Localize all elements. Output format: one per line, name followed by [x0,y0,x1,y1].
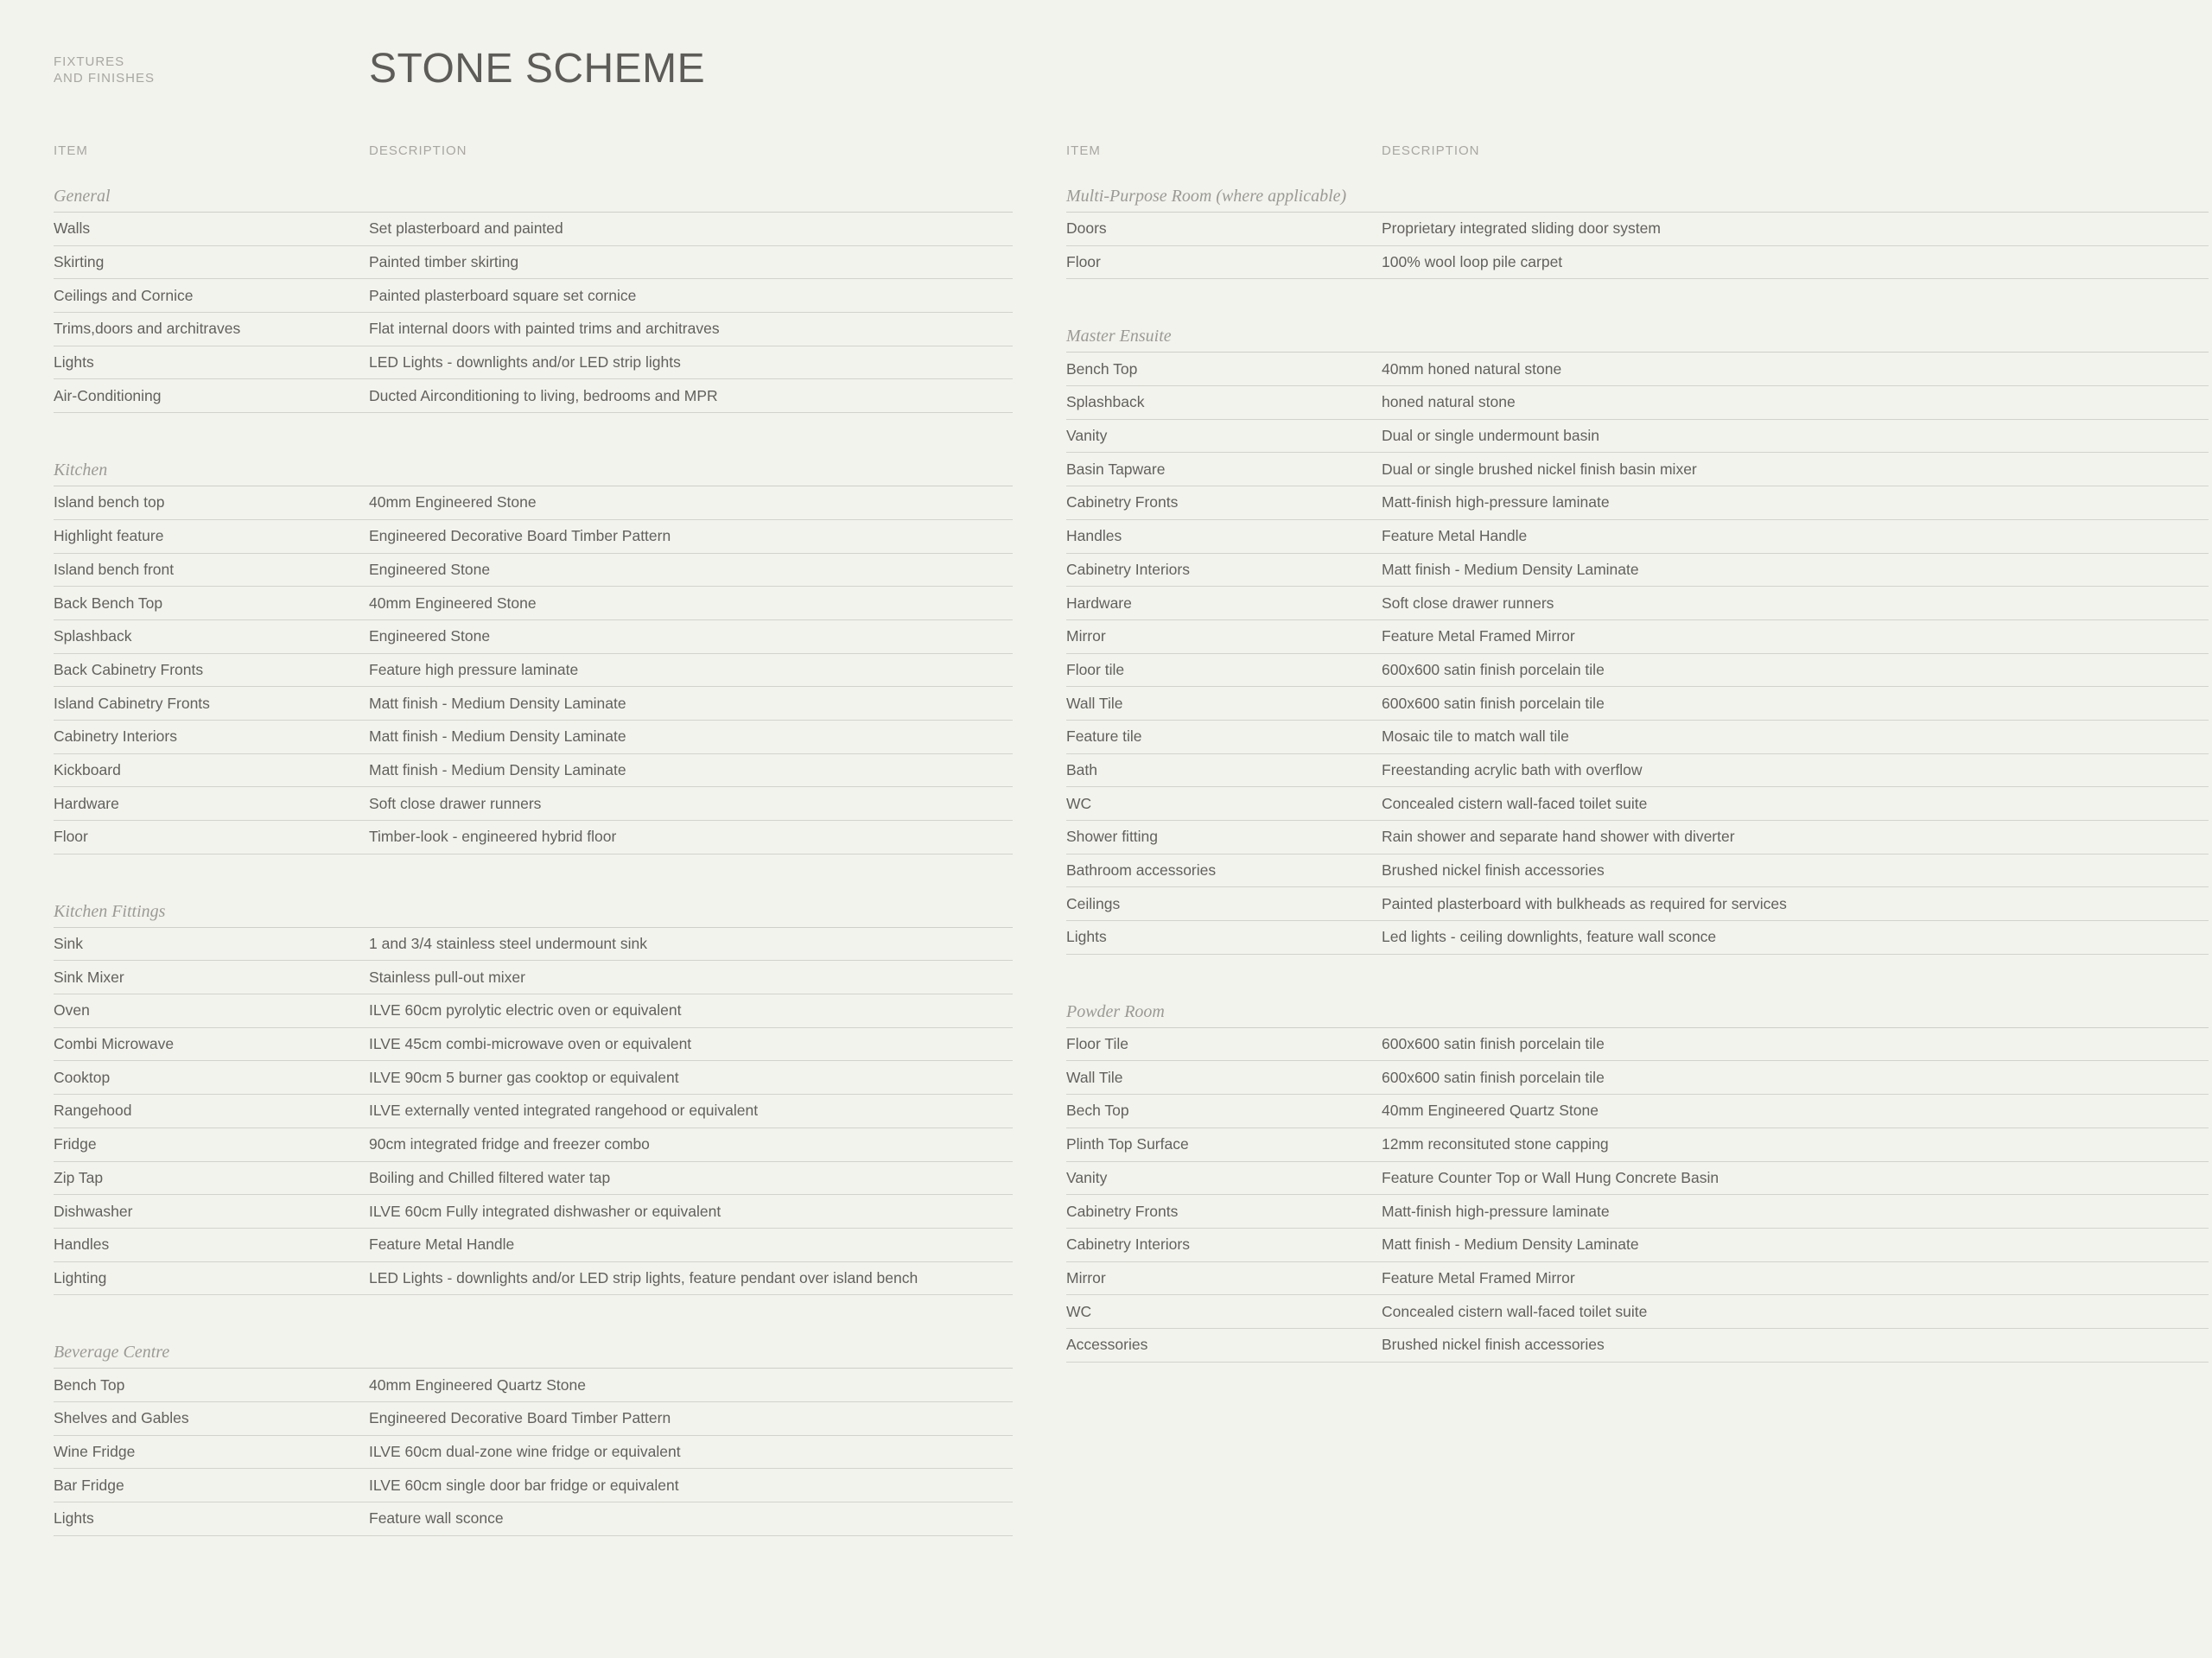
table-row [1066,1229,2209,1262]
document-label-line1: FIXTURES [54,54,125,69]
item-cell: Bench Top [54,1375,125,1394]
right-sections [1066,184,2209,1363]
description-cell: ILVE externally vented integrated rangehood or equivalent [369,1102,759,1120]
description-cell: LED Lights - downlights and/or LED strip lights, feature pendant over island bench [369,1268,918,1286]
description-cell: 1 and 3/4 stainless steel undermount sink [369,935,647,953]
item-cell: Lighting [54,1268,107,1286]
description-cell: 100% wool loop pile carpet [1382,253,1563,271]
table-row [54,787,1013,821]
table-row [1066,620,2209,654]
item-cell: Basin Tapware [1066,460,1166,478]
description-cell: Feature Metal Handle [1382,527,1528,545]
description-cell: Feature Metal Framed Mirror [1382,627,1575,645]
table-row [54,1195,1013,1229]
description-cell: Feature Metal Handle [369,1236,515,1254]
item-cell: WC [1066,1302,1092,1320]
item-cell: Hardware [1066,594,1132,612]
description-cell: ILVE 60cm single door bar fridge or equivalent [369,1476,679,1494]
item-cell: Floor tile [1066,660,1125,678]
table-row [54,620,1013,654]
table-row [54,1502,1013,1536]
table-row [54,1402,1013,1436]
description-cell: Feature high pressure laminate [369,660,579,678]
description-cell: Soft close drawer runners [1382,594,1554,612]
table-row [54,1262,1013,1296]
description-cell: 600x600 satin finish porcelain tile [1382,694,1605,712]
section-title: Beverage Centre [54,1340,1013,1369]
table-row [1066,687,2209,721]
description-cell: Boiling and Chilled filtered water tap [369,1168,611,1186]
item-cell: Bech Top [1066,1102,1129,1120]
description-cell: Engineered Decorative Board Timber Pattern [369,1409,671,1427]
item-cell: Back Bench Top [54,594,163,612]
item-cell: Handles [54,1236,110,1254]
description-cell: Matt finish - Medium Density Laminate [369,727,626,746]
table-row [1066,854,2209,888]
table-row [54,587,1013,620]
item-column-header: ITEM [1066,143,1101,158]
item-cell: Trims,doors and architraves [54,320,241,338]
description-cell: ILVE 45cm combi-microwave oven or equivalent [369,1035,692,1053]
right-column-header [1066,143,2209,162]
table-row [54,1095,1013,1128]
table-row [1066,787,2209,821]
table-row [54,213,1013,246]
item-cell: Bathroom accessories [1066,861,1217,880]
table-row [1066,887,2209,921]
table-row [54,1028,1013,1062]
description-cell: 40mm honed natural stone [1382,359,1562,378]
description-cell: Painted plasterboard with bulkheads as required for services [1382,894,1787,912]
table-row [54,1229,1013,1262]
table-row [1066,587,2209,620]
item-cell: Wine Fridge [54,1442,136,1460]
section-title: Powder Room [1066,1000,2209,1028]
table-row [54,821,1013,854]
description-cell: Engineered Decorative Board Timber Pattern [369,527,671,545]
table-row [1066,213,2209,246]
item-cell: Island bench top [54,493,165,511]
table-row [1066,554,2209,588]
spec-section [1066,1000,2209,1363]
description-cell: Set plasterboard and painted [369,219,563,238]
description-cell: Brushed nickel finish accessories [1382,861,1605,880]
item-cell: Walls [54,219,91,238]
table-row [1066,921,2209,955]
table-row [1066,246,2209,280]
description-cell: LED Lights - downlights and/or LED strip lights [369,353,681,372]
table-row [1066,1329,2209,1363]
spec-section [54,184,1013,413]
table-row [54,928,1013,962]
spec-section [1066,184,2209,279]
description-cell: Painted timber skirting [369,253,519,271]
item-cell: Back Cabinetry Fronts [54,660,204,678]
description-cell: Feature wall sconce [369,1509,504,1528]
table-row [54,994,1013,1028]
description-cell: honed natural stone [1382,393,1516,411]
description-cell: Feature Counter Top or Wall Hung Concrete Basin [1382,1168,1719,1186]
table-row [1066,1195,2209,1229]
description-cell: Engineered Stone [369,627,491,645]
table-row [54,554,1013,588]
table-row [54,961,1013,994]
description-cell: Matt-finish high-pressure laminate [1382,493,1610,511]
left-sections [54,184,1013,1536]
item-cell: Shower fitting [1066,828,1159,846]
document-label [54,54,155,86]
item-cell: WC [1066,794,1092,812]
item-cell: Cabinetry Fronts [1066,1202,1179,1220]
item-cell: Cabinetry Interiors [1066,1236,1190,1254]
table-row [1066,1262,2209,1296]
description-cell: Ducted Airconditioning to living, bedrooms and MPR [369,386,718,404]
item-cell: Rangehood [54,1102,132,1120]
description-cell: Soft close drawer runners [369,794,542,812]
item-cell: Bench Top [1066,359,1138,378]
item-cell: Mirror [1066,627,1106,645]
table-row [54,687,1013,721]
table-row [54,1469,1013,1502]
table-row [1066,654,2209,688]
item-cell: Zip Tap [54,1168,104,1186]
item-cell: Cabinetry Interiors [1066,560,1190,578]
description-cell: Matt finish - Medium Density Laminate [369,760,626,778]
item-cell: Cooktop [54,1068,111,1086]
item-cell: Floor [54,828,88,846]
table-row [1066,821,2209,854]
section-title: General [54,184,1013,213]
description-cell: Feature Metal Framed Mirror [1382,1268,1575,1286]
item-cell: Sink [54,935,84,953]
description-cell: Timber-look - engineered hybrid floor [369,828,617,846]
spec-section [54,1340,1013,1535]
item-cell: Splashback [1066,393,1145,411]
description-cell: 90cm integrated fridge and freezer combo [369,1135,650,1153]
table-row [54,346,1013,380]
item-cell: Cabinetry Interiors [54,727,177,746]
table-row [54,1436,1013,1470]
description-cell: Stainless pull-out mixer [369,968,525,986]
table-row [54,313,1013,346]
description-cell: 40mm Engineered Quartz Stone [1382,1102,1599,1120]
item-cell: Shelves and Gables [54,1409,189,1427]
spec-section [54,899,1013,1296]
item-column-header: ITEM [54,143,88,158]
item-cell: Cabinetry Fronts [1066,493,1179,511]
item-cell: Sink Mixer [54,968,124,986]
left-column-header [54,143,1013,162]
spec-section [1066,324,2209,954]
description-cell: ILVE 60cm pyrolytic electric oven or equivalent [369,1001,682,1020]
section-title: Multi-Purpose Room (where applicable) [1066,184,2209,213]
item-cell: Ceilings and Cornice [54,286,194,304]
table-row [1066,1128,2209,1162]
table-row [54,520,1013,554]
item-cell: Wall Tile [1066,694,1123,712]
item-cell: Doors [1066,219,1107,238]
description-cell: Brushed nickel finish accessories [1382,1336,1605,1354]
table-row [1066,1295,2209,1329]
item-cell: Handles [1066,527,1122,545]
description-cell: Painted plasterboard square set cornice [369,286,637,304]
table-row [54,379,1013,413]
description-cell: Dual or single undermount basin [1382,427,1599,445]
description-cell: Mosaic tile to match wall tile [1382,727,1569,746]
description-cell: 600x600 satin finish porcelain tile [1382,1035,1605,1053]
description-cell: Engineered Stone [369,560,491,578]
description-cell: Concealed cistern wall-faced toilet suite [1382,794,1648,812]
left-column [54,143,1013,1581]
item-cell: Floor Tile [1066,1035,1128,1053]
table-row [1066,1095,2209,1128]
spec-section [54,458,1013,854]
page-title: STONE SCHEME [369,46,706,92]
description-cell: ILVE 60cm Fully integrated dishwasher or equivalent [369,1202,721,1220]
table-row [54,1128,1013,1162]
item-cell: Vanity [1066,1168,1108,1186]
item-cell: Highlight feature [54,527,164,545]
section-title: Kitchen Fittings [54,899,1013,928]
item-cell: Vanity [1066,427,1108,445]
table-row [1066,754,2209,788]
item-cell: Splashback [54,627,132,645]
item-cell: Fridge [54,1135,97,1153]
item-cell: Oven [54,1001,90,1020]
section-title: Master Ensuite [1066,324,2209,353]
section-title: Kitchen [54,458,1013,486]
item-cell: Ceilings [1066,894,1121,912]
item-cell: Mirror [1066,1268,1106,1286]
table-row [1066,1061,2209,1095]
document-label-line2: AND FINISHES [54,71,156,86]
description-cell: Flat internal doors with painted trims and architraves [369,320,720,338]
item-cell: Floor [1066,253,1101,271]
table-row [1066,353,2209,386]
description-column-header: DESCRIPTION [1382,143,1480,158]
table-row [54,754,1013,788]
item-cell: Feature tile [1066,727,1142,746]
item-cell: Air-Conditioning [54,386,162,404]
description-cell: Led lights - ceiling downlights, feature wall sconce [1382,928,1717,946]
item-cell: Hardware [54,794,119,812]
item-cell: Lights [54,353,94,372]
table-row [54,654,1013,688]
table-row [54,1369,1013,1402]
table-row [1066,520,2209,554]
item-cell: Kickboard [54,760,121,778]
table-row [54,721,1013,754]
item-cell: Accessories [1066,1336,1148,1354]
item-cell: Combi Microwave [54,1035,175,1053]
item-cell: Skirting [54,253,105,271]
description-cell: Concealed cistern wall-faced toilet suite [1382,1302,1648,1320]
table-row [54,1061,1013,1095]
table-row [54,246,1013,280]
table-row [54,279,1013,313]
description-cell: 600x600 satin finish porcelain tile [1382,1068,1605,1086]
description-cell: 600x600 satin finish porcelain tile [1382,660,1605,678]
table-row [1066,1028,2209,1062]
right-column [1066,143,2209,1407]
table-row [1066,453,2209,486]
table-row [54,486,1013,520]
description-cell: 40mm Engineered Stone [369,594,537,612]
item-cell: Island bench front [54,560,175,578]
item-cell: Lights [54,1509,94,1528]
table-row [1066,420,2209,454]
item-cell: Bar Fridge [54,1476,124,1494]
description-cell: Matt finish - Medium Density Laminate [1382,1236,1639,1254]
description-cell: Matt-finish high-pressure laminate [1382,1202,1610,1220]
description-cell: Matt finish - Medium Density Laminate [369,694,626,712]
description-column-header: DESCRIPTION [369,143,467,158]
description-cell: 12mm reconsituted stone capping [1382,1135,1609,1153]
item-cell: Dishwasher [54,1202,133,1220]
description-cell: 40mm Engineered Stone [369,493,537,511]
description-cell: Matt finish - Medium Density Laminate [1382,560,1639,578]
table-row [1066,721,2209,754]
description-cell: Proprietary integrated sliding door system [1382,219,1661,238]
item-cell: Island Cabinetry Fronts [54,694,210,712]
table-row [1066,386,2209,420]
description-cell: 40mm Engineered Quartz Stone [369,1375,586,1394]
description-cell: Dual or single brushed nickel finish basin mixer [1382,460,1697,478]
description-cell: Freestanding acrylic bath with overflow [1382,760,1643,778]
item-cell: Bath [1066,760,1097,778]
item-cell: Lights [1066,928,1107,946]
item-cell: Plinth Top Surface [1066,1135,1189,1153]
table-row [1066,1162,2209,1196]
description-cell: Rain shower and separate hand shower with diverter [1382,828,1735,846]
item-cell: Wall Tile [1066,1068,1123,1086]
table-row [54,1162,1013,1196]
description-cell: ILVE 60cm dual-zone wine fridge or equivalent [369,1442,681,1460]
table-row [1066,486,2209,520]
description-cell: ILVE 90cm 5 burner gas cooktop or equivalent [369,1068,679,1086]
